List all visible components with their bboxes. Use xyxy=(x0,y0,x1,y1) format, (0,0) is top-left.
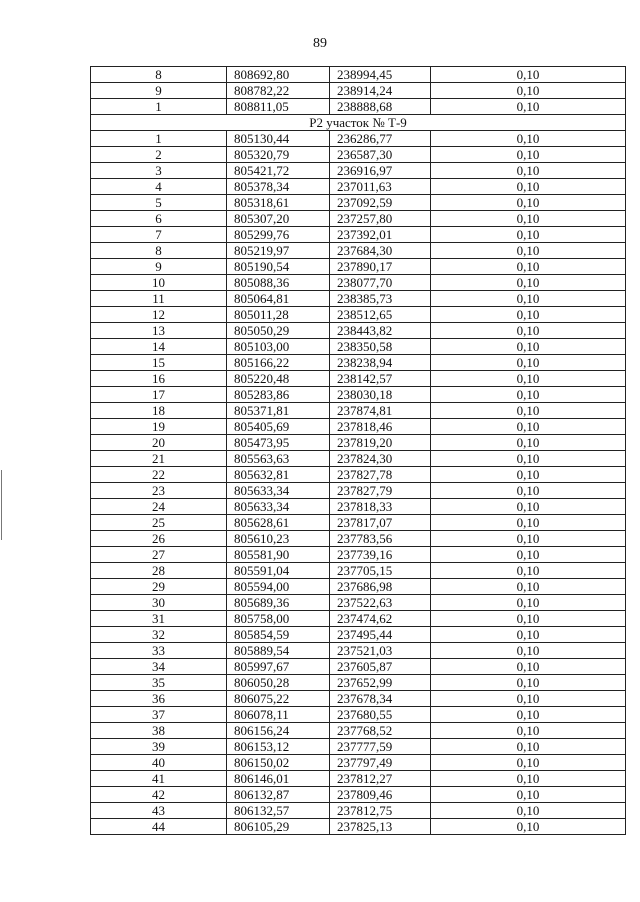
x-coordinate-cell: 805011,28 xyxy=(227,307,330,323)
table-row xyxy=(91,435,626,451)
tolerance-cell: 0,10 xyxy=(431,755,626,771)
x-coordinate-cell: 808811,05 xyxy=(227,99,330,115)
y-coordinate-cell: 237605,87 xyxy=(330,659,431,675)
x-coordinate-cell: 805889,54 xyxy=(227,643,330,659)
point-number-cell: 4 xyxy=(91,179,227,195)
x-coordinate-cell: 808692,80 xyxy=(227,67,330,83)
y-coordinate-cell: 237819,20 xyxy=(330,435,431,451)
section-header-row xyxy=(91,115,626,131)
point-number-cell: 41 xyxy=(91,771,227,787)
point-number-cell: 10 xyxy=(91,275,227,291)
table-row xyxy=(91,323,626,339)
x-coordinate-cell: 806078,11 xyxy=(227,707,330,723)
y-coordinate-cell: 237678,34 xyxy=(330,691,431,707)
y-coordinate-cell: 237809,46 xyxy=(330,787,431,803)
point-number-cell: 35 xyxy=(91,675,227,691)
x-coordinate-cell: 805299,76 xyxy=(227,227,330,243)
x-coordinate-cell: 805405,69 xyxy=(227,419,330,435)
y-coordinate-cell: 238888,68 xyxy=(330,99,431,115)
y-coordinate-cell: 237705,15 xyxy=(330,563,431,579)
x-coordinate-cell: 806156,24 xyxy=(227,723,330,739)
y-coordinate-cell: 238994,45 xyxy=(330,67,431,83)
table-row xyxy=(91,147,626,163)
table-row xyxy=(91,611,626,627)
y-coordinate-cell: 237890,17 xyxy=(330,259,431,275)
tolerance-cell: 0,10 xyxy=(431,707,626,723)
table-row xyxy=(91,563,626,579)
point-number-cell: 18 xyxy=(91,403,227,419)
x-coordinate-cell: 805591,04 xyxy=(227,563,330,579)
tolerance-cell: 0,10 xyxy=(431,579,626,595)
point-number-cell: 24 xyxy=(91,499,227,515)
tolerance-cell: 0,10 xyxy=(431,99,626,115)
point-number-cell: 13 xyxy=(91,323,227,339)
point-number-cell: 36 xyxy=(91,691,227,707)
x-coordinate-cell: 805307,20 xyxy=(227,211,330,227)
y-coordinate-cell: 237812,75 xyxy=(330,803,431,819)
table-row xyxy=(91,451,626,467)
y-coordinate-cell: 237827,79 xyxy=(330,483,431,499)
table-row xyxy=(91,739,626,755)
tolerance-cell: 0,10 xyxy=(431,611,626,627)
table-row xyxy=(91,515,626,531)
point-number-cell: 19 xyxy=(91,419,227,435)
tolerance-cell: 0,10 xyxy=(431,435,626,451)
point-number-cell: 15 xyxy=(91,355,227,371)
table-row xyxy=(91,707,626,723)
tolerance-cell: 0,10 xyxy=(431,515,626,531)
tolerance-cell: 0,10 xyxy=(431,195,626,211)
x-coordinate-cell: 806132,87 xyxy=(227,787,330,803)
table-row xyxy=(91,787,626,803)
y-coordinate-cell: 237783,56 xyxy=(330,531,431,547)
tolerance-cell: 0,10 xyxy=(431,691,626,707)
point-number-cell: 7 xyxy=(91,227,227,243)
y-coordinate-cell: 237827,78 xyxy=(330,467,431,483)
point-number-cell: 11 xyxy=(91,291,227,307)
point-number-cell: 22 xyxy=(91,467,227,483)
tolerance-cell: 0,10 xyxy=(431,339,626,355)
table-row xyxy=(91,467,626,483)
y-coordinate-cell: 237874,81 xyxy=(330,403,431,419)
table-row xyxy=(91,803,626,819)
x-coordinate-cell: 805088,36 xyxy=(227,275,330,291)
point-number-cell: 9 xyxy=(91,259,227,275)
table-row xyxy=(91,259,626,275)
x-coordinate-cell: 805103,00 xyxy=(227,339,330,355)
tolerance-cell: 0,10 xyxy=(431,211,626,227)
y-coordinate-cell: 237521,03 xyxy=(330,643,431,659)
x-coordinate-cell: 806105,29 xyxy=(227,819,330,835)
point-number-cell: 2 xyxy=(91,147,227,163)
y-coordinate-cell: 237092,59 xyxy=(330,195,431,211)
coordinates-table-body xyxy=(91,67,626,835)
table-row xyxy=(91,483,626,499)
tolerance-cell: 0,10 xyxy=(431,595,626,611)
tolerance-cell: 0,10 xyxy=(431,323,626,339)
point-number-cell: 42 xyxy=(91,787,227,803)
tolerance-cell: 0,10 xyxy=(431,371,626,387)
x-coordinate-cell: 805190,54 xyxy=(227,259,330,275)
point-number-cell: 8 xyxy=(91,67,227,83)
point-number-cell: 23 xyxy=(91,483,227,499)
table-row xyxy=(91,403,626,419)
table-row xyxy=(91,211,626,227)
point-number-cell: 27 xyxy=(91,547,227,563)
tolerance-cell: 0,10 xyxy=(431,259,626,275)
tolerance-cell: 0,10 xyxy=(431,531,626,547)
x-coordinate-cell: 805371,81 xyxy=(227,403,330,419)
point-number-cell: 29 xyxy=(91,579,227,595)
coordinates-table xyxy=(90,66,626,835)
point-number-cell: 30 xyxy=(91,595,227,611)
x-coordinate-cell: 805421,72 xyxy=(227,163,330,179)
y-coordinate-cell: 238030,18 xyxy=(330,387,431,403)
y-coordinate-cell: 237474,62 xyxy=(330,611,431,627)
point-number-cell: 17 xyxy=(91,387,227,403)
x-coordinate-cell: 805220,48 xyxy=(227,371,330,387)
y-coordinate-cell: 237684,30 xyxy=(330,243,431,259)
x-coordinate-cell: 805473,95 xyxy=(227,435,330,451)
table-row xyxy=(91,627,626,643)
y-coordinate-cell: 237768,52 xyxy=(330,723,431,739)
x-coordinate-cell: 805064,81 xyxy=(227,291,330,307)
point-number-cell: 38 xyxy=(91,723,227,739)
y-coordinate-cell: 237825,13 xyxy=(330,819,431,835)
table-row xyxy=(91,755,626,771)
x-coordinate-cell: 808782,22 xyxy=(227,83,330,99)
x-coordinate-cell: 805997,67 xyxy=(227,659,330,675)
tolerance-cell: 0,10 xyxy=(431,499,626,515)
tolerance-cell: 0,10 xyxy=(431,387,626,403)
point-number-cell: 37 xyxy=(91,707,227,723)
y-coordinate-cell: 237257,80 xyxy=(330,211,431,227)
tolerance-cell: 0,10 xyxy=(431,83,626,99)
x-coordinate-cell: 805633,34 xyxy=(227,499,330,515)
point-number-cell: 43 xyxy=(91,803,227,819)
tolerance-cell: 0,10 xyxy=(431,467,626,483)
tolerance-cell: 0,10 xyxy=(431,355,626,371)
point-number-cell: 14 xyxy=(91,339,227,355)
point-number-cell: 6 xyxy=(91,211,227,227)
y-coordinate-cell: 237812,27 xyxy=(330,771,431,787)
y-coordinate-cell: 237522,63 xyxy=(330,595,431,611)
tolerance-cell: 0,10 xyxy=(431,483,626,499)
tolerance-cell: 0,10 xyxy=(431,291,626,307)
y-coordinate-cell: 237818,33 xyxy=(330,499,431,515)
y-coordinate-cell: 237680,55 xyxy=(330,707,431,723)
table-row xyxy=(91,243,626,259)
table-row xyxy=(91,83,626,99)
point-number-cell: 1 xyxy=(91,131,227,147)
y-coordinate-cell: 237652,99 xyxy=(330,675,431,691)
table-row xyxy=(91,179,626,195)
table-row xyxy=(91,339,626,355)
y-coordinate-cell: 237739,16 xyxy=(330,547,431,563)
table-row xyxy=(91,387,626,403)
x-coordinate-cell: 805758,00 xyxy=(227,611,330,627)
table-row xyxy=(91,675,626,691)
table-row xyxy=(91,723,626,739)
tolerance-cell: 0,10 xyxy=(431,771,626,787)
x-coordinate-cell: 805050,29 xyxy=(227,323,330,339)
point-number-cell: 8 xyxy=(91,243,227,259)
tolerance-cell: 0,10 xyxy=(431,243,626,259)
x-coordinate-cell: 805581,90 xyxy=(227,547,330,563)
point-number-cell: 21 xyxy=(91,451,227,467)
y-coordinate-cell: 237824,30 xyxy=(330,451,431,467)
tolerance-cell: 0,10 xyxy=(431,403,626,419)
table-row xyxy=(91,771,626,787)
point-number-cell: 12 xyxy=(91,307,227,323)
x-coordinate-cell: 806153,12 xyxy=(227,739,330,755)
y-coordinate-cell: 237011,63 xyxy=(330,179,431,195)
x-coordinate-cell: 805318,61 xyxy=(227,195,330,211)
tolerance-cell: 0,10 xyxy=(431,547,626,563)
tolerance-cell: 0,10 xyxy=(431,787,626,803)
tolerance-cell: 0,10 xyxy=(431,723,626,739)
table-row xyxy=(91,595,626,611)
y-coordinate-cell: 238142,57 xyxy=(330,371,431,387)
point-number-cell: 5 xyxy=(91,195,227,211)
y-coordinate-cell: 238385,73 xyxy=(330,291,431,307)
point-number-cell: 16 xyxy=(91,371,227,387)
x-coordinate-cell: 805628,61 xyxy=(227,515,330,531)
table-row xyxy=(91,355,626,371)
table-row xyxy=(91,275,626,291)
x-coordinate-cell: 806146,01 xyxy=(227,771,330,787)
tolerance-cell: 0,10 xyxy=(431,67,626,83)
x-coordinate-cell: 805378,34 xyxy=(227,179,330,195)
y-coordinate-cell: 237495,44 xyxy=(330,627,431,643)
point-number-cell: 31 xyxy=(91,611,227,627)
y-coordinate-cell: 237817,07 xyxy=(330,515,431,531)
tolerance-cell: 0,10 xyxy=(431,131,626,147)
table-row xyxy=(91,691,626,707)
x-coordinate-cell: 805689,36 xyxy=(227,595,330,611)
tolerance-cell: 0,10 xyxy=(431,147,626,163)
table-row xyxy=(91,579,626,595)
table-row xyxy=(91,643,626,659)
y-coordinate-cell: 238512,65 xyxy=(330,307,431,323)
x-coordinate-cell: 805610,23 xyxy=(227,531,330,547)
y-coordinate-cell: 238443,82 xyxy=(330,323,431,339)
point-number-cell: 32 xyxy=(91,627,227,643)
y-coordinate-cell: 237392,01 xyxy=(330,227,431,243)
point-number-cell: 3 xyxy=(91,163,227,179)
x-coordinate-cell: 805594,00 xyxy=(227,579,330,595)
y-coordinate-cell: 237686,98 xyxy=(330,579,431,595)
x-coordinate-cell: 805219,97 xyxy=(227,243,330,259)
tolerance-cell: 0,10 xyxy=(431,163,626,179)
table-row xyxy=(91,99,626,115)
point-number-cell: 1 xyxy=(91,99,227,115)
point-number-cell: 39 xyxy=(91,739,227,755)
x-coordinate-cell: 805632,81 xyxy=(227,467,330,483)
x-coordinate-cell: 806150,02 xyxy=(227,755,330,771)
y-coordinate-cell: 238077,70 xyxy=(330,275,431,291)
x-coordinate-cell: 805633,34 xyxy=(227,483,330,499)
tolerance-cell: 0,10 xyxy=(431,675,626,691)
x-coordinate-cell: 805130,44 xyxy=(227,131,330,147)
tolerance-cell: 0,10 xyxy=(431,627,626,643)
tolerance-cell: 0,10 xyxy=(431,227,626,243)
point-number-cell: 20 xyxy=(91,435,227,451)
point-number-cell: 40 xyxy=(91,755,227,771)
page-number: 89 xyxy=(313,36,327,51)
y-coordinate-cell: 238238,94 xyxy=(330,355,431,371)
table-row xyxy=(91,131,626,147)
table-row xyxy=(91,195,626,211)
x-coordinate-cell: 805166,22 xyxy=(227,355,330,371)
tolerance-cell: 0,10 xyxy=(431,307,626,323)
x-coordinate-cell: 805563,63 xyxy=(227,451,330,467)
tolerance-cell: 0,10 xyxy=(431,275,626,291)
tolerance-cell: 0,10 xyxy=(431,419,626,435)
x-coordinate-cell: 806050,28 xyxy=(227,675,330,691)
table-row xyxy=(91,291,626,307)
table-row xyxy=(91,307,626,323)
x-coordinate-cell: 805320,79 xyxy=(227,147,330,163)
x-coordinate-cell: 805854,59 xyxy=(227,627,330,643)
table-row xyxy=(91,419,626,435)
table-row xyxy=(91,67,626,83)
table-row xyxy=(91,227,626,243)
y-coordinate-cell: 237797,49 xyxy=(330,755,431,771)
y-coordinate-cell: 236587,30 xyxy=(330,147,431,163)
table-row xyxy=(91,659,626,675)
tolerance-cell: 0,10 xyxy=(431,179,626,195)
x-coordinate-cell: 806132,57 xyxy=(227,803,330,819)
scan-edge-mark xyxy=(1,470,2,540)
point-number-cell: 28 xyxy=(91,563,227,579)
point-number-cell: 34 xyxy=(91,659,227,675)
point-number-cell: 9 xyxy=(91,83,227,99)
tolerance-cell: 0,10 xyxy=(431,659,626,675)
tolerance-cell: 0,10 xyxy=(431,739,626,755)
y-coordinate-cell: 238914,24 xyxy=(330,83,431,99)
x-coordinate-cell: 806075,22 xyxy=(227,691,330,707)
y-coordinate-cell: 238350,58 xyxy=(330,339,431,355)
table-row xyxy=(91,163,626,179)
table-row xyxy=(91,499,626,515)
section-title: Р2 участок № Т-9 xyxy=(91,115,626,131)
tolerance-cell: 0,10 xyxy=(431,643,626,659)
point-number-cell: 44 xyxy=(91,819,227,835)
x-coordinate-cell: 805283,86 xyxy=(227,387,330,403)
y-coordinate-cell: 237777,59 xyxy=(330,739,431,755)
y-coordinate-cell: 237818,46 xyxy=(330,419,431,435)
tolerance-cell: 0,10 xyxy=(431,451,626,467)
table-row xyxy=(91,547,626,563)
tolerance-cell: 0,10 xyxy=(431,563,626,579)
table-row xyxy=(91,531,626,547)
tolerance-cell: 0,10 xyxy=(431,819,626,835)
table-row xyxy=(91,371,626,387)
y-coordinate-cell: 236916,97 xyxy=(330,163,431,179)
point-number-cell: 25 xyxy=(91,515,227,531)
y-coordinate-cell: 236286,77 xyxy=(330,131,431,147)
point-number-cell: 33 xyxy=(91,643,227,659)
point-number-cell: 26 xyxy=(91,531,227,547)
table-row xyxy=(91,819,626,835)
tolerance-cell: 0,10 xyxy=(431,803,626,819)
